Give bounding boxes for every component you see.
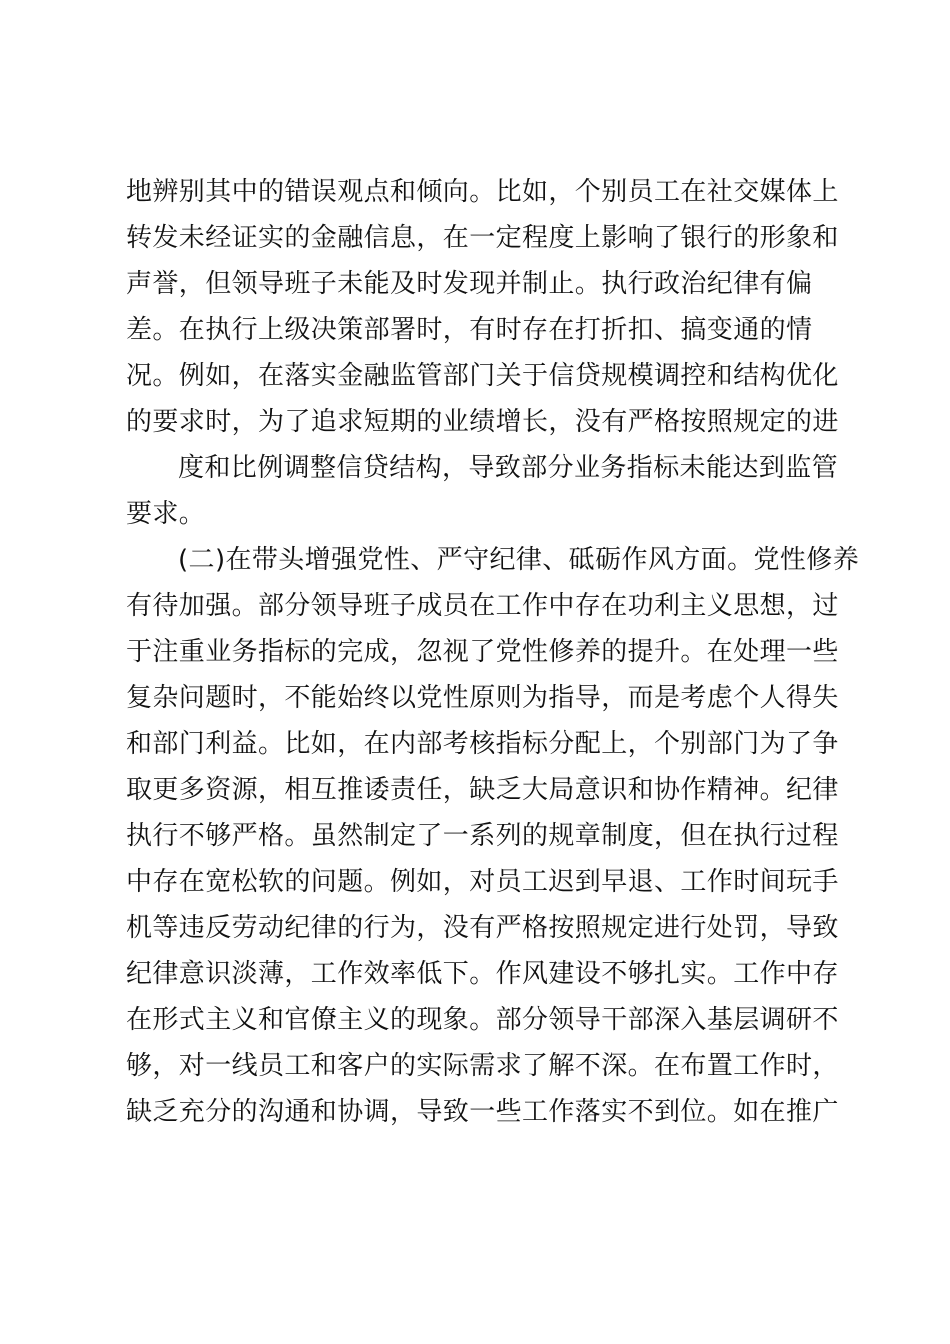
text-line-21: 缺乏充分的沟通和协调，导致一些工作落实不到位。如在推广 (126, 1097, 839, 1127)
text-line-15: 执行不够严格。虽然制定了一系列的规章制度，但在执行过程 (126, 821, 839, 851)
text-line-18: 纪律意识淡薄，工作效率低下。作风建设不够扎实。工作中存 (126, 959, 839, 989)
section-heading-line: (二)在带头增强党性、严守纪律、砥砺作风方面。党性修养 (178, 545, 860, 575)
text-line-8: 要求。 (126, 499, 206, 529)
text-line-6: 的要求时，为了追求短期的业绩增长，没有严格按照规定的进 (126, 407, 839, 437)
text-line-5: 况。例如，在落实金融监管部门关于信贷规模调控和结构优化 (126, 361, 839, 391)
text-line-11: 于注重业务指标的完成，忽视了党性修养的提升。在处理一些 (126, 637, 839, 667)
text-line-16: 中存在宽松软的问题。例如，对员工迟到早退、工作时间玩手 (126, 867, 839, 897)
text-line-3: 声誉，但领导班子未能及时发现并制止。执行政治纪律有偏 (126, 269, 813, 299)
text-line-7: 度和比例调整信贷结构，导致部分业务指标未能达到监管 (178, 453, 839, 483)
text-line-1: 地辨别其中的错误观点和倾向。比如，个别员工在社交媒体上 (126, 177, 839, 207)
text-line-2: 转发未经证实的金融信息，在一定程度上影响了银行的形象和 (126, 223, 839, 253)
text-line-19: 在形式主义和官僚主义的现象。部分领导干部深入基层调研不 (126, 1005, 839, 1035)
text-line-4: 差。在执行上级决策部署时，有时存在打折扣、搞变通的情 (126, 315, 813, 345)
text-line-12: 复杂问题时，不能始终以党性原则为指导，而是考虑个人得失 (126, 683, 839, 713)
text-line-13: 和部门利益。比如，在内部考核指标分配上，个别部门为了争 (126, 729, 839, 759)
text-line-10: 有待加强。部分领导班子成员在工作中存在功利主义思想，过 (126, 591, 839, 621)
text-line-17: 机等违反劳动纪律的行为，没有严格按照规定进行处罚，导致 (126, 913, 839, 943)
text-line-14: 取更多资源，相互推诿责任，缺乏大局意识和协作精神。纪律 (126, 775, 839, 805)
text-line-20: 够，对一线员工和客户的实际需求了解不深。在布置工作时， (126, 1051, 839, 1081)
